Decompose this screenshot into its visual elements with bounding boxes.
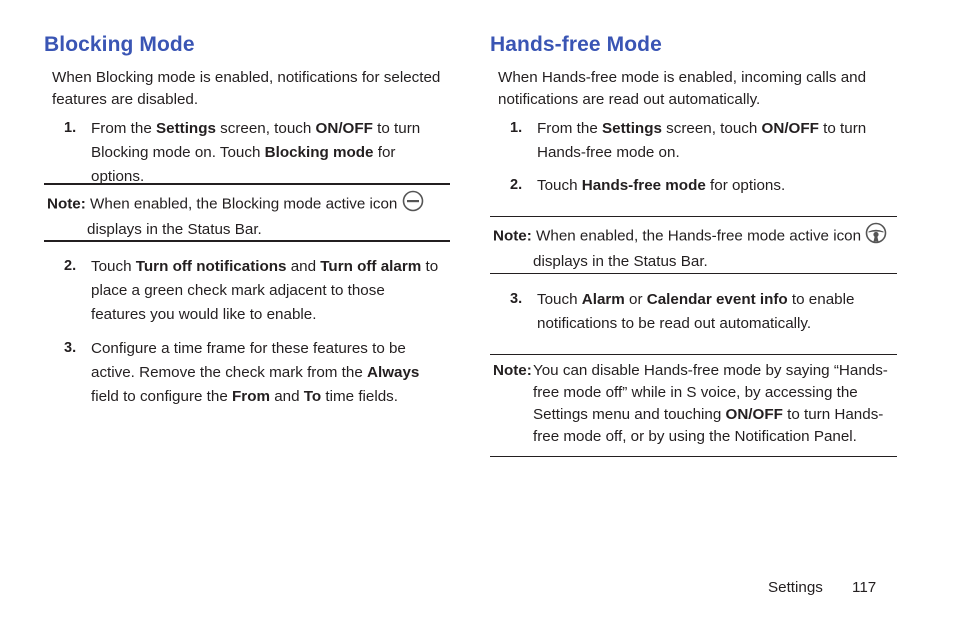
step-number: 2. bbox=[64, 258, 77, 274]
handsfree-intro: When Hands-free mode is enabled, incoming calls and notifications are read out automatically. bbox=[498, 69, 867, 108]
hands-free-mode-heading: Hands-free Mode bbox=[490, 33, 662, 56]
handsfree-note-1: Note: When enabled, the Hands-free mode active icon displays in the Status Bar. bbox=[490, 216, 897, 274]
handsfree-step-3: Touch Alarm or Calendar event info to enable notifications to be read out automatically. bbox=[537, 291, 855, 332]
blocking-intro: When Blocking mode is enabled, notifications for selected features are disabled. bbox=[52, 69, 441, 108]
page-number: 117 bbox=[852, 579, 877, 596]
footer-section-name: Settings bbox=[768, 579, 823, 596]
handsfree-step-1: From the Settings screen, touch ON/OFF to turn Hands-free mode on. bbox=[537, 120, 867, 161]
step-number: 1. bbox=[510, 120, 523, 136]
blocking-note: Note: When enabled, the Blocking mode active icon displays in the Status Bar. bbox=[44, 183, 450, 242]
handsfree-note-2: Note: You can disable Hands-free mode by saying “Hands-free mode off” while in S voice, by accessing the Settings menu and touching ON/OFF to turn Hands-free mode off, or by using the Notification Panel. bbox=[490, 354, 897, 457]
step-number: 2. bbox=[510, 177, 523, 193]
blocking-mode-icon bbox=[402, 190, 424, 219]
blocking-mode-heading: Blocking Mode bbox=[44, 33, 195, 56]
blocking-step-3: Configure a time frame for these features to be active. Remove the check mark from the Always field to configure the From and To time fields. bbox=[91, 340, 420, 405]
step-number: 3. bbox=[64, 340, 77, 356]
handsfree-step-2: Touch Hands-free mode for options. bbox=[537, 177, 786, 194]
step-number: 1. bbox=[64, 120, 77, 136]
blocking-step-1: From the Settings screen, touch ON/OFF to turn Blocking mode on. Touch Blocking mode for options. bbox=[91, 120, 421, 185]
steering-wheel-icon bbox=[865, 222, 887, 251]
blocking-step-2: Touch Turn off notifications and Turn off alarm to place a green check mark adjacent to those features you would like to enable. bbox=[91, 258, 439, 323]
step-number: 3. bbox=[510, 291, 523, 307]
